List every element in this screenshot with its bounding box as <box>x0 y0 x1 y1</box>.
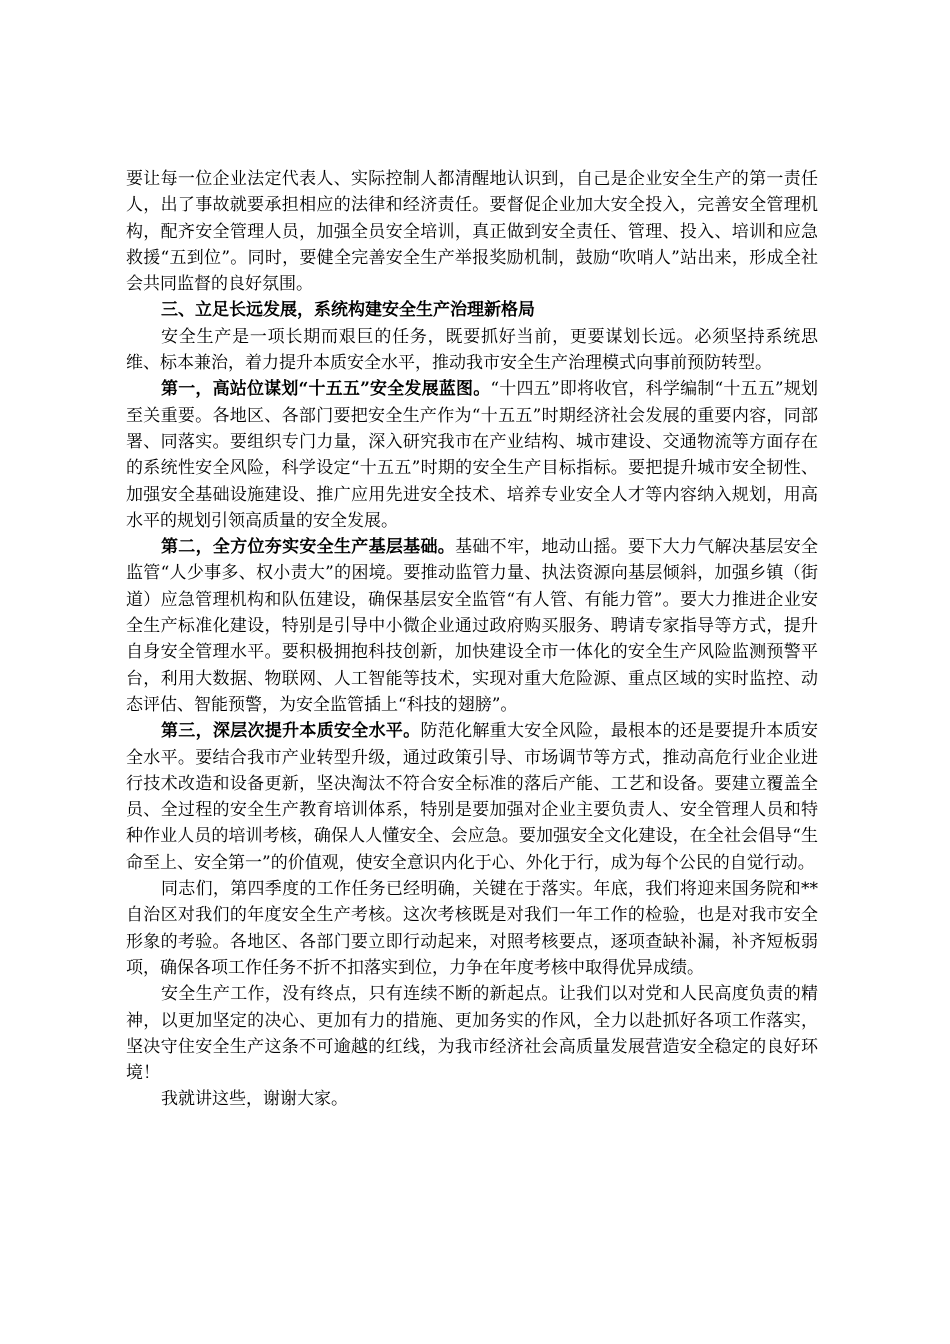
paragraph-point-2 <box>126 534 818 718</box>
paragraph-closing-2: 安全生产工作，没有终点，只有连续不断的新起点。让我们以对党和人民高度负责的精神，以更加坚定的决心、更加有力的措施、更加务实的作风，全力以赴抓好各项工作落实，坚决守住安全生产这条不可逾越的红线，为我市经济社会高质量发展营造安全稳定的良好环境！ <box>126 984 818 1084</box>
point-3-body: 防范化解重大安全风险，最根本的还是要提升本质安全水平。要结合我市产业转型升级，通过政策引导、市场调节等方式，推动高危行业企业进行技术改造和设备更新，坚决淘汰不符合安全标准的落后产能、工艺和设备。要建立覆盖全员、全过程的安全生产教育培训体系，特别是要加强对企业主要负责人、安全管理人员和特种作业人员的培训考核，确保人人懂安全、会应急。要加强安全文化建设，在全社会倡导“生命至上、安全第一”的价值观，使安全意识内化于心、外化于行，成为每个公民的自觉行动。 <box>126 721 819 873</box>
point-2-lead: 第二，全方位夯实安全生产基层基础。 <box>161 537 456 558</box>
paragraph-point-3 <box>126 718 818 876</box>
paragraph-point-1 <box>126 376 818 534</box>
document-body <box>126 166 818 1113</box>
paragraph-closing-1: 同志们，第四季度的工作任务已经明确，关键在于落实。年底，我们将迎来国务院和**自治区对我们的年度安全生产考核。这次考核既是对我们一年工作的检验，也是对我市安全形象的考验。各地区、各部门要立即行动起来，对照考核要点，逐项查缺补漏，补齐短板弱项，确保各项工作任务不折不扣落实到位，力争在年度考核中取得优异成绩。 <box>126 879 818 978</box>
paragraph-section3-intro: 安全生产是一项长期而艰巨的任务，既要抓好当前，更要谋划长远。必须坚持系统思维、标本兼治，着力提升本质安全水平，推动我市安全生产治理模式向事前预防转型。 <box>126 326 818 374</box>
paragraph-end: 我就讲这些，谢谢大家。 <box>161 1089 348 1110</box>
paragraph-intro: 要让每一位企业法定代表人、实际控制人都清醒地认识到，自己是企业安全生产的第一责任人，出了事故就要承担相应的法律和经济责任。要督促企业加大安全投入，完善安全管理机构，配齐安全管理人员，加强全员安全培训，真正做到安全责任、管理、投入、培训和应急救援“五到位”。同时，要健全完善安全生产举报奖励机制，鼓励“吹哨人”站出来，形成全社会共同监督的良好氛围。 <box>126 169 818 295</box>
point-3-lead: 第三，深层次提升本质安全水平。 <box>161 721 421 742</box>
point-2-body: 基础不牢，地动山摇。要下大力气解决基层安全监管“人少事多、权小责大”的困境。要推动监管力量、执法资源向基层倾斜，加强乡镇（街道）应急管理机构和队伍建设，确保基层安全监管“有人管、有能力管”。要大力推进企业安全生产标准化建设，特别是引导中小微企业通过政府购买服务、聘请专家指导等方式，提升自身安全管理水平。要积极拥抱科技创新，加快建设全市一体化的安全生产风险监测预警平台，利用大数据、物联网、人工智能等技术，实现对重大危险源、重点区域的实时监控、动态评估、智能预警，为安全监管插上“科技的翅膀”。 <box>126 537 819 715</box>
point-1-lead: 第一，高站位谋划“十五五”安全发展蓝图。 <box>161 379 491 400</box>
section-heading-3: 三、立足长远发展，系统构建安全生产治理新格局 <box>161 300 535 321</box>
point-1-body: “十四五”即将收官，科学编制“十五五”规划至关重要。各地区、各部门要把安全生产作为“十五五”时期经济社会发展的重要内容，同部署、同落实。要组织专门力量，深入研究我市在产业结构、城市建设、交通物流等方面存在的系统性安全风险，科学设定“十五五”时期的安全生产目标指标。要把提升城市安全韧性、加强安全基础设施建设、推广应用先进安全技术、培养专业安全人才等内容纳入规划，用高水平的规划引领高质量的安全发展。 <box>126 379 819 531</box>
